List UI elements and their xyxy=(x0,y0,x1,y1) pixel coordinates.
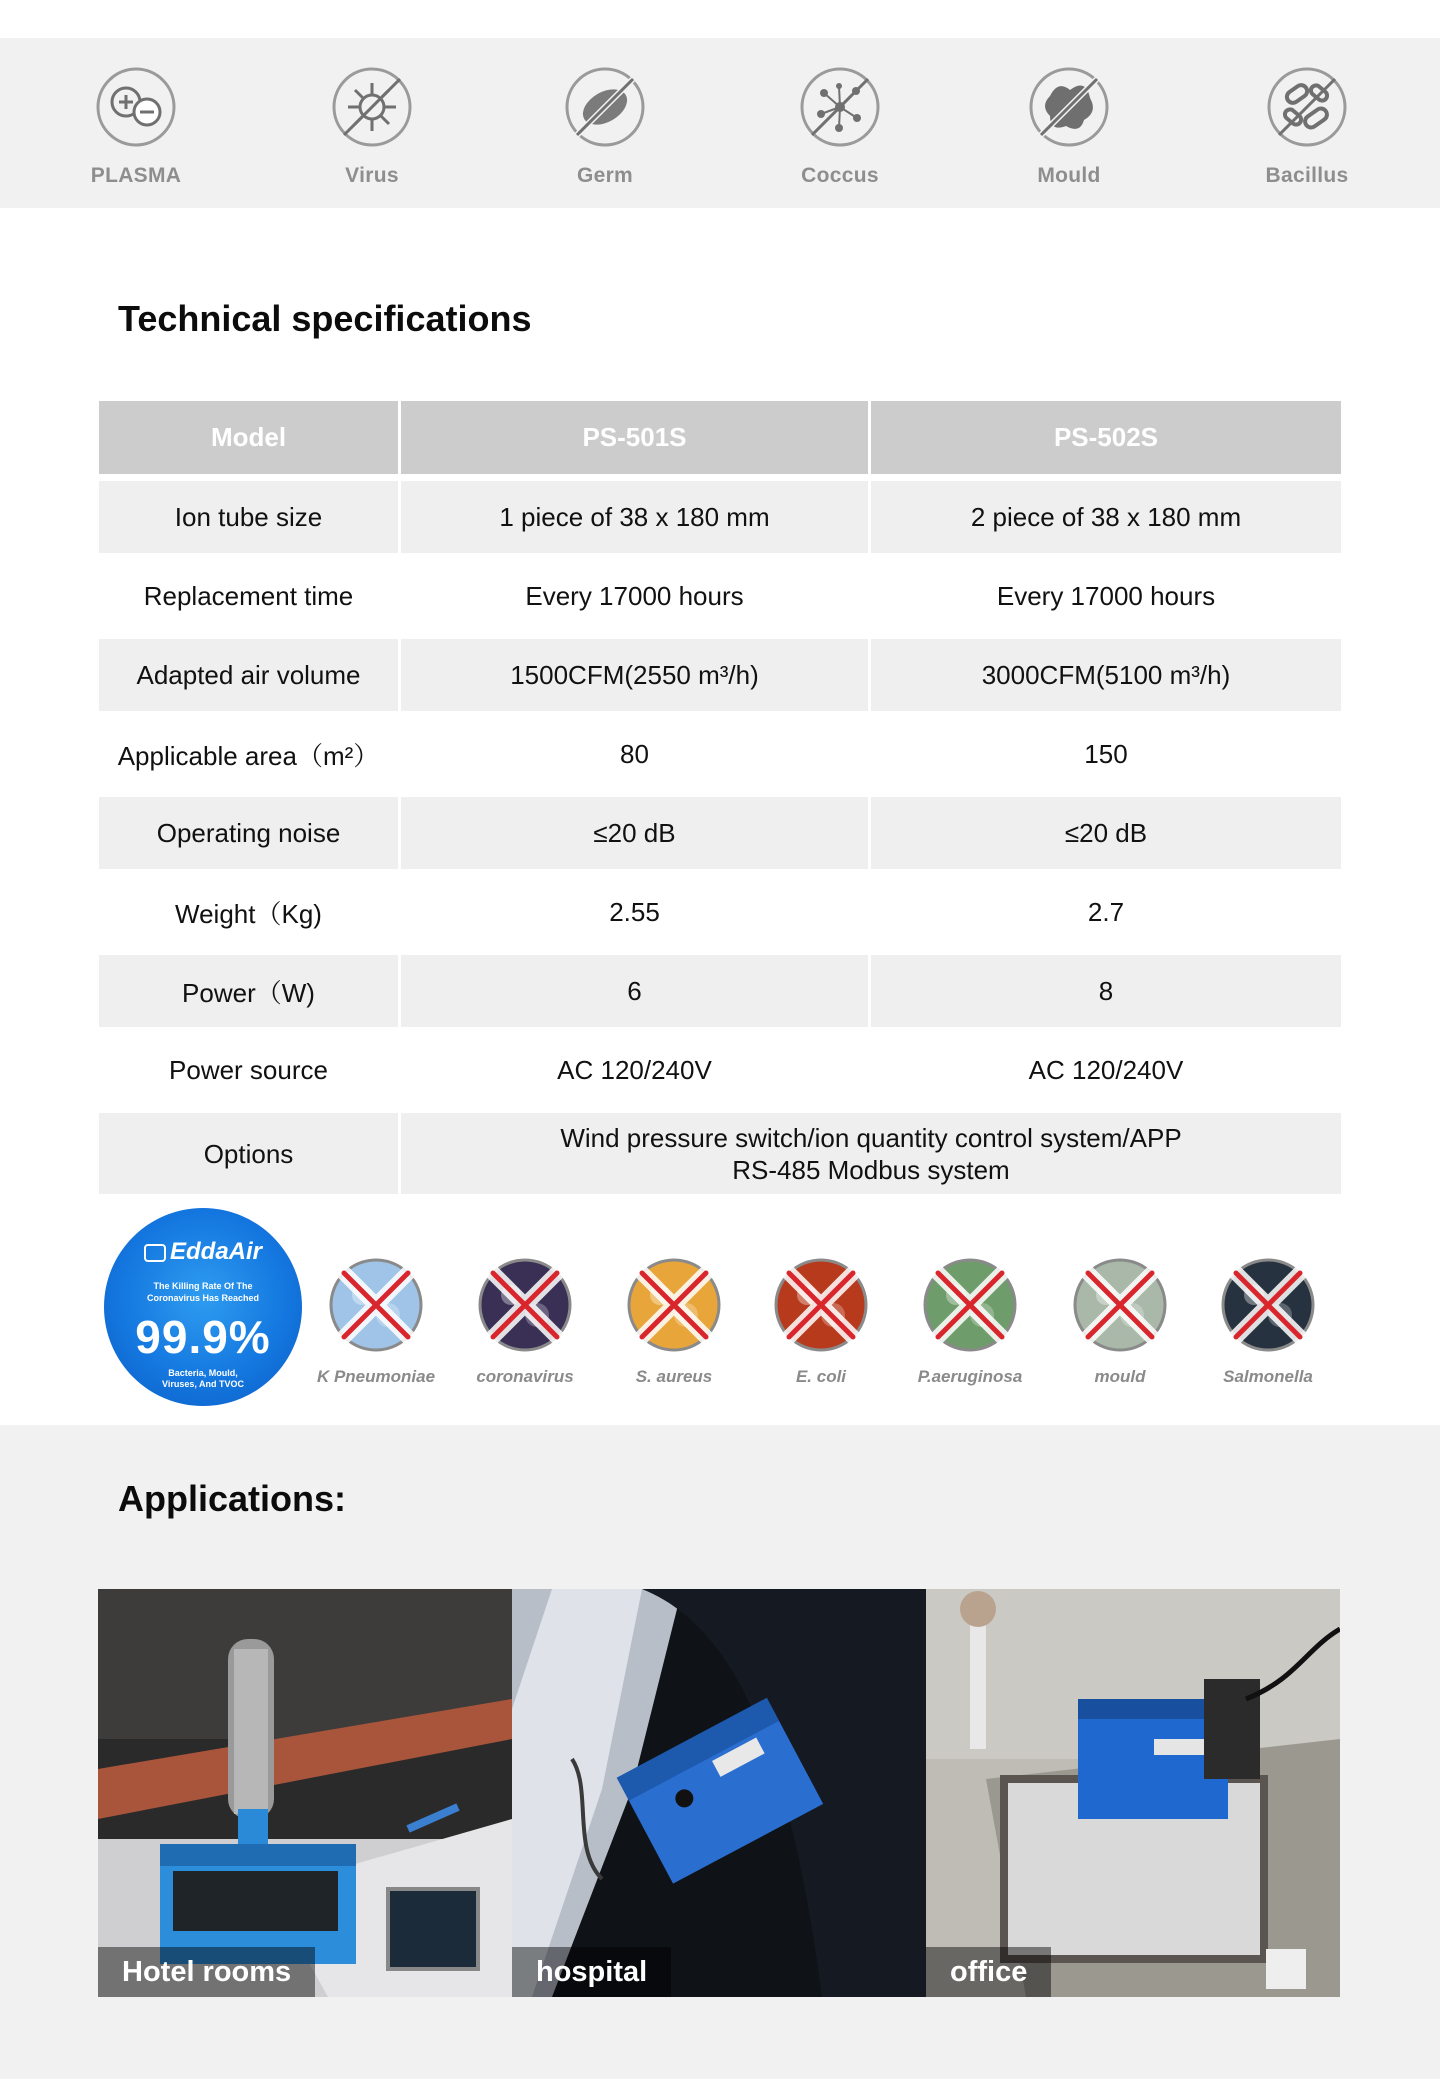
band-item-mould xyxy=(979,66,1159,188)
plasma-icon xyxy=(95,66,177,148)
microbe-crossed-icon xyxy=(475,1255,575,1355)
photo-hotel-rooms xyxy=(98,1589,512,1997)
microbe-label: K Pneumoniae xyxy=(316,1367,436,1386)
microbe-label: mould xyxy=(1094,1367,1146,1386)
cell-ps-501s: 2.55 xyxy=(401,876,871,955)
row-label: Operating noise xyxy=(99,797,401,876)
band-item-germ xyxy=(515,66,695,188)
table-row xyxy=(99,876,1341,955)
cell-ps-501s: 1 piece of 38 x 180 mm xyxy=(401,481,871,560)
cell-ps-501s: ≤20 dB xyxy=(401,797,871,876)
cell-ps-501s: 6 xyxy=(401,955,871,1034)
header-ps-502s: PS-502S xyxy=(871,401,1341,481)
header-model: Model xyxy=(99,401,401,481)
cell-ps-502s: 2.7 xyxy=(871,876,1341,955)
band-item-bacillus xyxy=(1217,66,1397,188)
band-label: Germ xyxy=(576,164,634,187)
table-row xyxy=(99,560,1341,639)
row-label: Replacement time xyxy=(99,560,401,639)
options-line: RS-485 Modbus system xyxy=(732,1154,1010,1185)
table-row xyxy=(99,481,1341,560)
microbe-crossed-icon xyxy=(624,1255,724,1355)
microbe-crossed-icon xyxy=(326,1255,426,1355)
microbe-crossed-icon xyxy=(1070,1255,1170,1355)
band-label: Coccus xyxy=(801,164,879,187)
cell-ps-502s: Every 17000 hours xyxy=(871,560,1341,639)
virus-icon xyxy=(331,66,413,148)
microbe-label: S. aureus xyxy=(635,1367,713,1386)
germ-icon xyxy=(564,66,646,148)
hospital-ionizer-photo xyxy=(512,1589,926,1997)
bacillus-icon xyxy=(1266,66,1348,148)
photo-caption: Hotel rooms xyxy=(98,1947,315,1997)
cell-ps-502s: 3000CFM(5100 m³/h) xyxy=(871,639,1341,718)
badge-foot xyxy=(134,1368,272,1390)
microbe-crossed-icon xyxy=(1218,1255,1318,1355)
row-label: Ion tube size xyxy=(99,481,401,560)
table-header-row xyxy=(99,401,1341,481)
row-label: Adapted air volume xyxy=(99,639,401,718)
options-cell xyxy=(401,1113,1341,1201)
hotel-ionizer-photo xyxy=(98,1589,512,1997)
photo-caption: hospital xyxy=(512,1947,671,1997)
cell-ps-501s: 1500CFM(2550 m³/h) xyxy=(401,639,871,718)
microbe-crossed-icon xyxy=(920,1255,1020,1355)
cell-ps-501s: 80 xyxy=(401,718,871,797)
options-line: Wind pressure switch/ion quantity control system/APP xyxy=(560,1122,1182,1153)
logo-icon xyxy=(144,1244,166,1262)
killing-rate-badge xyxy=(104,1208,302,1406)
cell-ps-502s: AC 120/240V xyxy=(871,1034,1341,1113)
microbe-item xyxy=(302,1255,450,1387)
row-label: Power（W) xyxy=(99,955,401,1034)
cell-ps-502s: 2 piece of 38 x 180 mm xyxy=(871,481,1341,560)
header-ps-501s: PS-501S xyxy=(401,401,871,481)
cell-ps-501s: AC 120/240V xyxy=(401,1034,871,1113)
table-row xyxy=(99,955,1341,1034)
microbe-item xyxy=(1046,1255,1194,1387)
microbe-item xyxy=(600,1255,748,1387)
office-ionizer-photo xyxy=(926,1589,1340,1997)
microbe-item xyxy=(896,1255,1044,1387)
band-label: Virus xyxy=(345,164,399,187)
row-label: Options xyxy=(99,1113,401,1201)
badge-line: Coronavirus Has Reached xyxy=(146,1293,260,1303)
photo-hospital xyxy=(512,1589,926,1997)
table-row xyxy=(99,639,1341,718)
cell-ps-502s: 8 xyxy=(871,955,1341,1034)
band-item-virus xyxy=(282,66,462,188)
microbe-item xyxy=(451,1255,599,1387)
band-label: Bacillus xyxy=(1265,164,1349,187)
microbe-label: Salmonella xyxy=(1223,1367,1313,1386)
band-item-plasma xyxy=(46,66,226,188)
microbe-label: E. coli xyxy=(795,1367,847,1386)
table-row xyxy=(99,797,1341,876)
cell-ps-502s: 150 xyxy=(871,718,1341,797)
coccus-icon xyxy=(799,66,881,148)
row-label: Power source xyxy=(99,1034,401,1113)
microbe-label: coronavirus xyxy=(476,1367,574,1386)
badge-line: The Killing Rate Of The xyxy=(153,1281,253,1291)
photo-caption: office xyxy=(926,1947,1051,1997)
mould-icon xyxy=(1028,66,1110,148)
cell-ps-501s: Every 17000 hours xyxy=(401,560,871,639)
table-row-options xyxy=(99,1113,1341,1201)
applications-title: Applications: xyxy=(118,1478,347,1519)
microbe-item xyxy=(747,1255,895,1387)
microbe-label: P.aeruginosa xyxy=(917,1367,1023,1386)
microbe-item xyxy=(1194,1255,1342,1387)
pathogen-icon-band xyxy=(0,38,1440,208)
badge-foot-line: Bacteria, Mould, xyxy=(168,1368,238,1378)
badge-foot-line: Viruses, And TVOC xyxy=(161,1379,245,1389)
specs-title: Technical specifications xyxy=(118,298,532,339)
killing-rate-percent: 99.9% xyxy=(135,1311,271,1363)
photo-office xyxy=(926,1589,1340,1997)
row-label: Weight（Kg) xyxy=(99,876,401,955)
cell-ps-502s: ≤20 dB xyxy=(871,797,1341,876)
band-label: Mould xyxy=(1037,164,1101,187)
brand-name: EddaAir xyxy=(169,1238,262,1265)
row-label: Applicable area（m²） xyxy=(99,718,401,797)
eddaair-logo xyxy=(104,1238,302,1266)
band-label: PLASMA xyxy=(90,164,182,187)
table-row xyxy=(99,718,1341,797)
spec-table xyxy=(99,401,1341,1201)
band-item-coccus xyxy=(750,66,930,188)
microbe-crossed-icon xyxy=(771,1255,871,1355)
table-row xyxy=(99,1034,1341,1113)
